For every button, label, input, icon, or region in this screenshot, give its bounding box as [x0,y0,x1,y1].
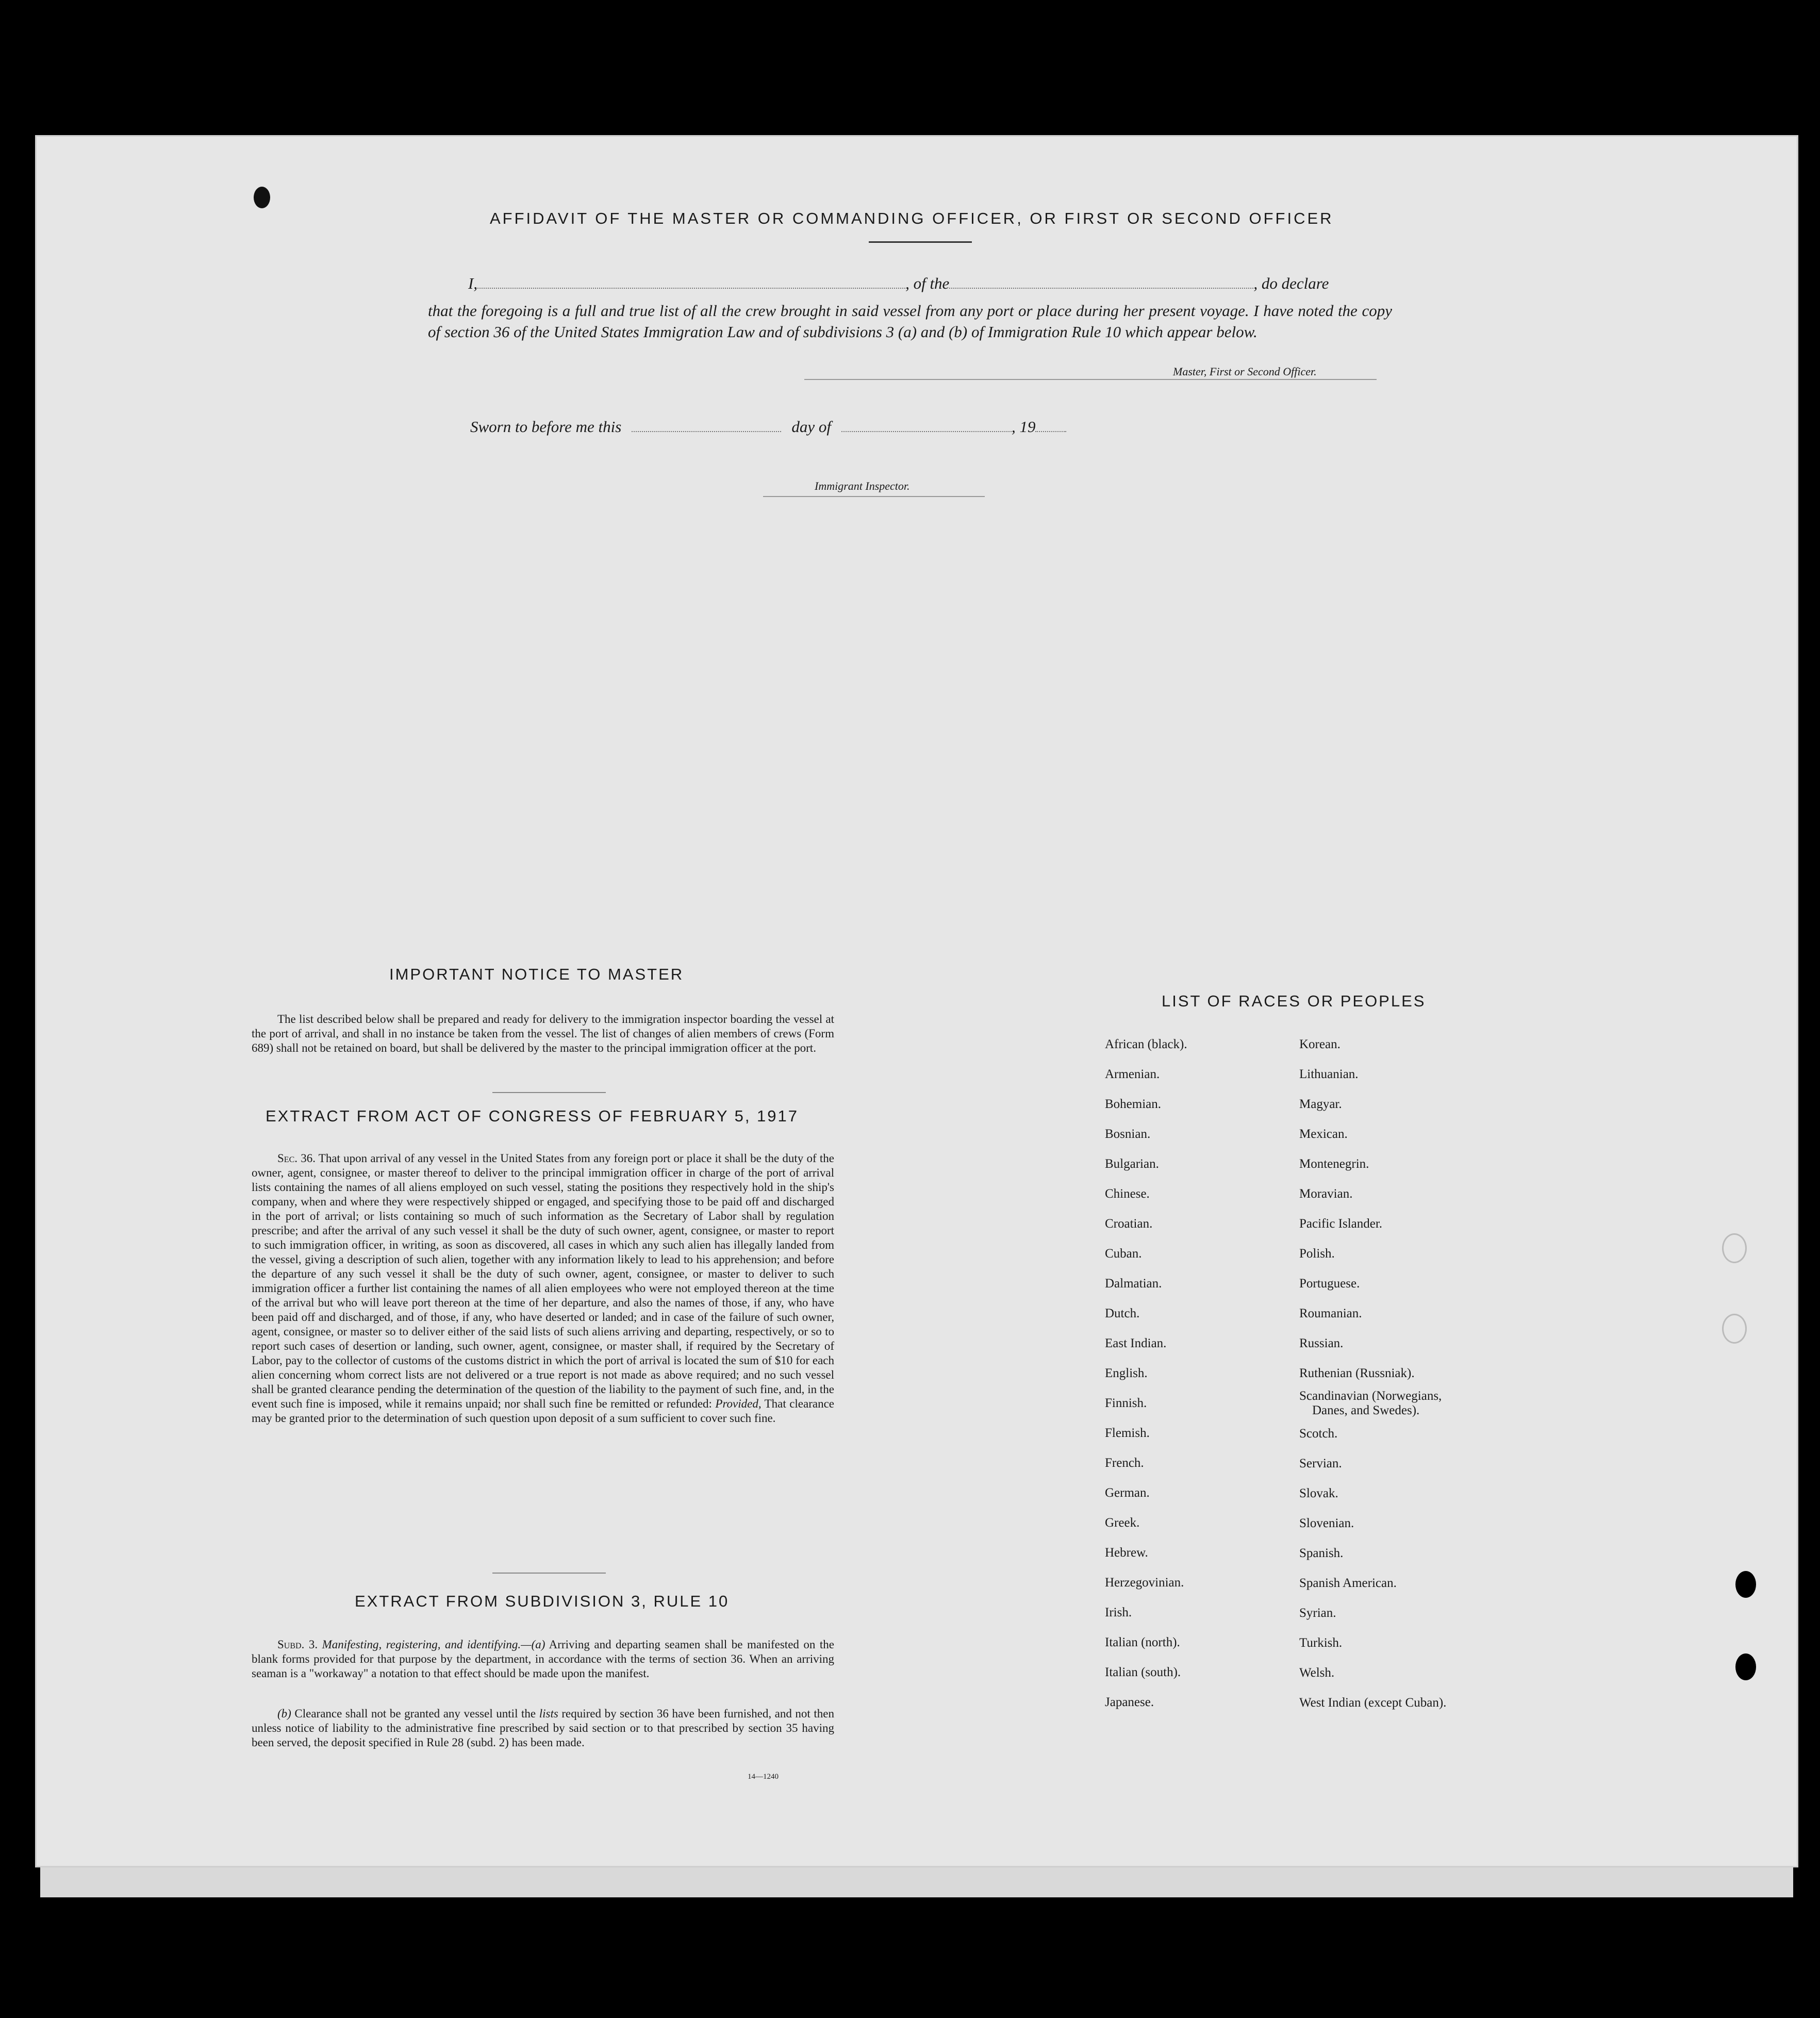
race-item: East Indian. [1105,1336,1167,1350]
signature-line [804,379,1377,380]
rule-para-b-label: (b) [277,1707,291,1720]
signature-label: Master, First or Second Officer. [1173,365,1317,378]
races-column-2 [1299,1030,1446,1718]
race-item: Pacific Islander. [1299,1217,1383,1231]
race-item: Korean. [1299,1037,1341,1051]
binder-hole-outline [1722,1233,1747,1263]
notice-rule [492,1092,606,1093]
inspector-label: Immigrant Inspector. [815,479,910,492]
rule-title: EXTRACT FROM SUBDIVISION 3, RULE 10 [355,1592,730,1610]
race-item: Italian (north). [1105,1635,1180,1649]
rule-para-a-label: —(a) [521,1638,545,1651]
day-blank [632,426,781,432]
race-item [1299,1388,1446,1419]
race-item: Greek. [1105,1516,1140,1530]
race-item: Ruthenian (Russniak). [1299,1366,1415,1380]
affidavit-title: AFFIDAVIT OF THE MASTER OR COMMANDING OFFICER, OR FIRST OR SECOND OFFICER [490,209,1334,227]
line-i-label: I, [468,274,478,292]
rule-subd-heading: Manifesting, registering, and identifying. [322,1638,521,1651]
form-number: 14—1240 [748,1773,779,1781]
race-item: Dutch. [1105,1306,1140,1320]
act-text-end: That clearance may be granted prior to the determination of such question upon deposit of a sum sufficient to cover such fine. [252,1397,835,1425]
race-item: Italian (south). [1105,1665,1181,1679]
month-blank [841,426,1012,432]
race-item: Croatian. [1105,1217,1153,1231]
line-do-declare-label: , do declare [1253,274,1329,292]
sworn-line [470,418,1066,436]
race-item: Dalmatian. [1105,1277,1162,1291]
race-item: Roumanian. [1299,1306,1362,1320]
rule-subd-label: Subd. 3. [277,1638,318,1651]
document-sheet [35,135,1798,1867]
inspector-line [763,496,985,497]
race-item: Irish. [1105,1606,1132,1619]
race-item: Spanish American. [1299,1576,1397,1590]
binder-hole-outline [1722,1314,1747,1344]
race-item: Servian. [1299,1457,1342,1470]
name-blank [477,283,905,289]
race-item: Spanish. [1299,1546,1344,1560]
race-item: Hebrew. [1105,1546,1148,1560]
race-item: Slovak. [1299,1486,1338,1500]
binder-hole [1735,1571,1756,1598]
day-of-label: day of [791,418,831,436]
rule-para-b [252,1707,834,1750]
rule-para-b-text-2: required by section 36 have been furnished, and not then unless notice of liability to the administrative fine prescribed by said section or to that prescribed by section 35 having been served, the deposit specified in Rule 28 (subd. 2) has been made. [252,1707,835,1749]
race-item: West Indian (except Cuban). [1299,1696,1447,1710]
race-item: Syrian. [1299,1606,1336,1620]
race-item-line: Scandinavian (Norwegians, [1299,1389,1442,1403]
race-item-continuation: Danes, and Swedes). [1312,1403,1420,1417]
race-item: Russian. [1299,1336,1344,1350]
act-body [252,1151,834,1426]
race-item: Chinese. [1105,1187,1150,1201]
race-item: Flemish. [1105,1426,1150,1440]
rule-para-a [252,1637,834,1681]
race-item: Finnish. [1105,1396,1147,1410]
ink-blot [254,187,270,208]
notice-title: IMPORTANT NOTICE TO MASTER [389,965,684,983]
race-item: Bohemian. [1105,1097,1162,1111]
race-item: Armenian. [1105,1067,1160,1081]
act-title: EXTRACT FROM ACT OF CONGRESS OF FEBRUARY 5, 1917 [266,1107,799,1125]
affidavit-first-line [468,274,1391,293]
rule-para-b-lists: lists [539,1707,558,1720]
race-item: Montenegrin. [1299,1157,1369,1171]
race-item: German. [1105,1486,1150,1500]
binder-hole [1735,1653,1756,1680]
races-title: LIST OF RACES OR PEOPLES [1162,992,1426,1010]
act-provided: Provided, [715,1397,762,1410]
race-item: Polish. [1299,1247,1335,1261]
races-column-1 [1105,1030,1187,1717]
vessel-blank [949,283,1253,289]
race-item: African (black). [1105,1037,1187,1051]
year-label: , 19 [1011,418,1036,436]
notice-body: The list described below shall be prepared and ready for delivery to the immigration inspector boarding the vessel at the port of arrival, and shall in no instance be taken from the vessel. The list of changes of alien members of crews (Form 689) shall not be retained on board, but shall be delivered by the master to the principal immigration officer at the port. [252,1013,834,1054]
rule-para-b-text-1: Clearance shall not be granted any vessel until the [294,1707,536,1720]
act-rule [492,1573,606,1574]
act-sec-label: Sec. 36. [277,1152,316,1165]
race-item: Magyar. [1299,1097,1342,1111]
race-item: English. [1105,1366,1148,1380]
race-item: Cuban. [1105,1247,1142,1261]
race-item: Scotch. [1299,1427,1338,1441]
year-blank [1035,426,1066,432]
race-item: Moravian. [1299,1187,1353,1201]
race-item: Lithuanian. [1299,1067,1359,1081]
act-text: That upon arrival of any vessel in the United States from any foreign port or place it shall be the duty of the owner, agent, consignee, or master thereof to deliver to the principal immigration officer in charge of the port of arrival lists containing the names of all aliens employed on such vessel, stating the positions they respectively hold in the ship's company, when and where they were respectively shipped or engaged, and specifying those to be paid off and discharged in the port of arrival; or lists containing so much of such information as the Secretary of Labor shall by regulation prescribe; and after the arrival of any such vessel it shall be the duty of such owner, agent, consignee, or master to report to such immigration officer, in writing, as soon as discovered, all cases in which any such alien has illegally landed from the vessel, giving a description of such alien, together with any information likely to lead to his apprehension; and before the departure of any such vessel it shall be the duty of such owner, agent, consignee, or master to deliver to such immigration officer a further list containing the names of all alien employees who were not employed thereon at the time of the arrival but who will leave port thereon at the time of her departure, and also the names of those, if any, who have been paid off and discharged, and of those, if any, who have deserted or landed; and in case of the failure of such owner, agent, consignee, or master so to deliver either of the said lists of such aliens arriving and departing, respectively, or so to report such cases of desertion or landing, such owner, agent, consignee, or master shall, if required by the Secretary of Labor, pay to the collector of customs of the customs district in which the port of arrival is located the sum of $10 for each alien concerning whom correct lists are not delivered or a true report is not made as above required; and no such vessel shall be granted clearance pending the determination of the question of the liability to the payment of such fine, and, in the event such fine is imposed, while it remains unpaid; nor shall such fine be remitted or refunded: [252,1152,834,1410]
race-item: Welsh. [1299,1666,1335,1680]
race-item: Mexican. [1299,1127,1348,1141]
affidavit-title-rule [869,241,972,243]
race-item: Herzegovinian. [1105,1576,1184,1590]
affidavit-body: that the foregoing is a full and true list of all the crew brought in said vessel from any port or place during her present voyage. I have noted the copy of section 36 of the United States Immigration Law and of subdivisions 3 (a) and (b) of Immigration Rule 10 which appear below. [428,302,1392,341]
sworn-text: Sworn to before me this [470,418,622,436]
rule-para-a-text: Arriving and departing seamen shall be manifested on the blank forms provided for that purpose by the department, in accordance with the terms of section 36. When an arriving seaman is a "workaway" a notation to that effect should be made upon the manifest. [252,1638,834,1680]
race-item: Bosnian. [1105,1127,1151,1141]
race-item: Japanese. [1105,1695,1154,1709]
race-item: Portuguese. [1299,1277,1360,1291]
race-item: Turkish. [1299,1636,1343,1650]
race-item: Slovenian. [1299,1516,1354,1530]
line-of-the-label: , of the [905,274,950,292]
race-item: Bulgarian. [1105,1157,1159,1171]
race-item: French. [1105,1456,1144,1470]
